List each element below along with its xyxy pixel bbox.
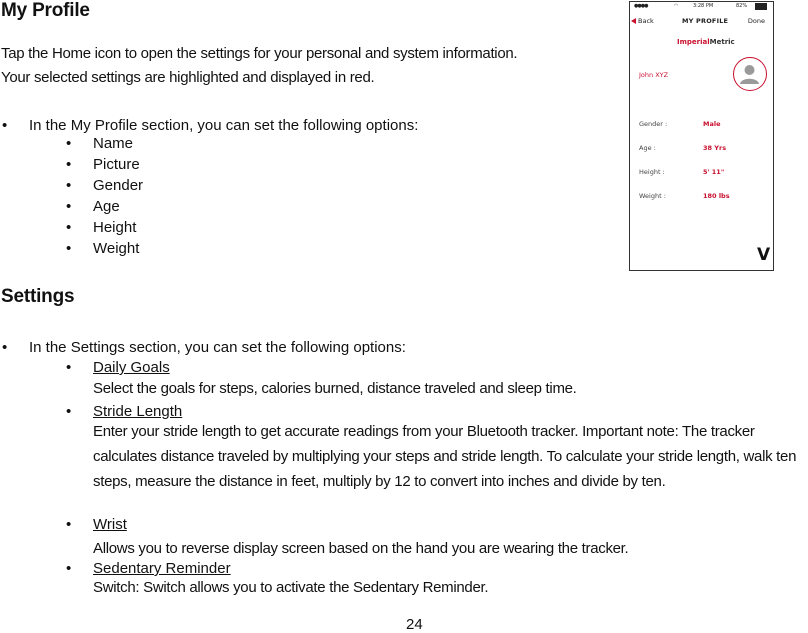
unit-metric[interactable]: Metric: [709, 38, 735, 46]
status-time: 3:28 PM: [693, 3, 714, 9]
height-value[interactable]: 5' 11": [703, 168, 725, 176]
screen-title: MY PROFILE: [682, 17, 729, 25]
user-name[interactable]: John XYZ: [639, 71, 669, 79]
unit-imperial[interactable]: Imperial: [677, 38, 710, 46]
profile-option-age: [93, 196, 120, 217]
app-screenshot: [629, 1, 774, 271]
wifi-icon: ◠: [674, 3, 679, 9]
setting-description: Enter your stride length to get accurate readings from your Bluetooth tracker. Important note: The tracker calculates distance traveled by multiplying your steps and stride length. To calculate your stride length, walk ten steps, measure the distance in feet, multiply by 12 to convert into inches and divide by ten.: [93, 423, 797, 490]
my-profile-heading: My Profile: [1, 0, 90, 21]
profile-option-label: Weight: [93, 240, 140, 257]
profile-section-intro-text: In the My Profile section, you can set the following options:: [29, 117, 419, 134]
profile-option-label: Height: [93, 219, 137, 236]
settings-section-intro: [29, 337, 406, 358]
age-label: Age :: [639, 144, 656, 152]
battery-percent: 82%: [736, 3, 748, 9]
done-button[interactable]: Done: [747, 17, 765, 25]
setting-title: Sedentary Reminder: [93, 560, 231, 577]
intro-line-2: Your selected settings are highlighted and displayed in red.: [1, 69, 375, 86]
profile-option-label: Name: [93, 135, 134, 152]
profile-option-label: Picture: [93, 156, 140, 173]
unit-toggle[interactable]: [677, 38, 735, 46]
settings-heading: Settings: [1, 286, 75, 307]
gender-label: Gender :: [639, 120, 668, 128]
profile-option-label: Gender: [93, 177, 144, 194]
profile-option-gender: [93, 175, 143, 196]
setting-title: Wrist: [93, 516, 127, 533]
signal-indicator: ●●●●: [634, 3, 648, 9]
gender-value[interactable]: Male: [703, 120, 721, 128]
setting-wrist: [93, 514, 127, 535]
brand-logo-icon: [754, 245, 772, 265]
back-button[interactable]: Back: [638, 17, 654, 25]
setting-daily-goals: [93, 357, 170, 378]
status-bar: [630, 2, 773, 10]
height-label: Height :: [639, 168, 665, 176]
avatar[interactable]: [733, 57, 767, 91]
setting-description: Allows you to reverse display screen based on the hand you are wearing the tracker.: [93, 540, 629, 557]
settings-section-intro-text: In the Settings section, you can set the following options:: [29, 339, 406, 356]
intro-line-1: Tap the Home icon to open the settings for your personal and system information.: [1, 45, 518, 62]
weight-label: Weight :: [639, 192, 666, 200]
profile-option-name: [93, 133, 133, 154]
age-value[interactable]: 38 Yrs: [703, 144, 727, 152]
setting-description: Switch: Switch allows you to activate the Sedentary Reminder.: [93, 579, 489, 596]
profile-option-weight: [93, 238, 139, 259]
page-number: 24: [406, 616, 423, 633]
nav-bar: [630, 15, 773, 29]
profile-option-picture: [93, 154, 140, 175]
brand-logo-letter: V: [757, 245, 771, 265]
setting-title: Daily Goals: [93, 359, 170, 376]
profile-section-intro: [29, 115, 418, 136]
person-icon: [734, 58, 765, 89]
battery-icon: [755, 3, 767, 10]
profile-option-label: Age: [93, 198, 120, 215]
setting-description: Select the goals for steps, calories burned, distance traveled and sleep time.: [93, 380, 577, 397]
profile-option-height: [93, 217, 136, 238]
weight-value[interactable]: 180 lbs: [703, 192, 730, 200]
setting-title: Stride Length: [93, 403, 183, 420]
